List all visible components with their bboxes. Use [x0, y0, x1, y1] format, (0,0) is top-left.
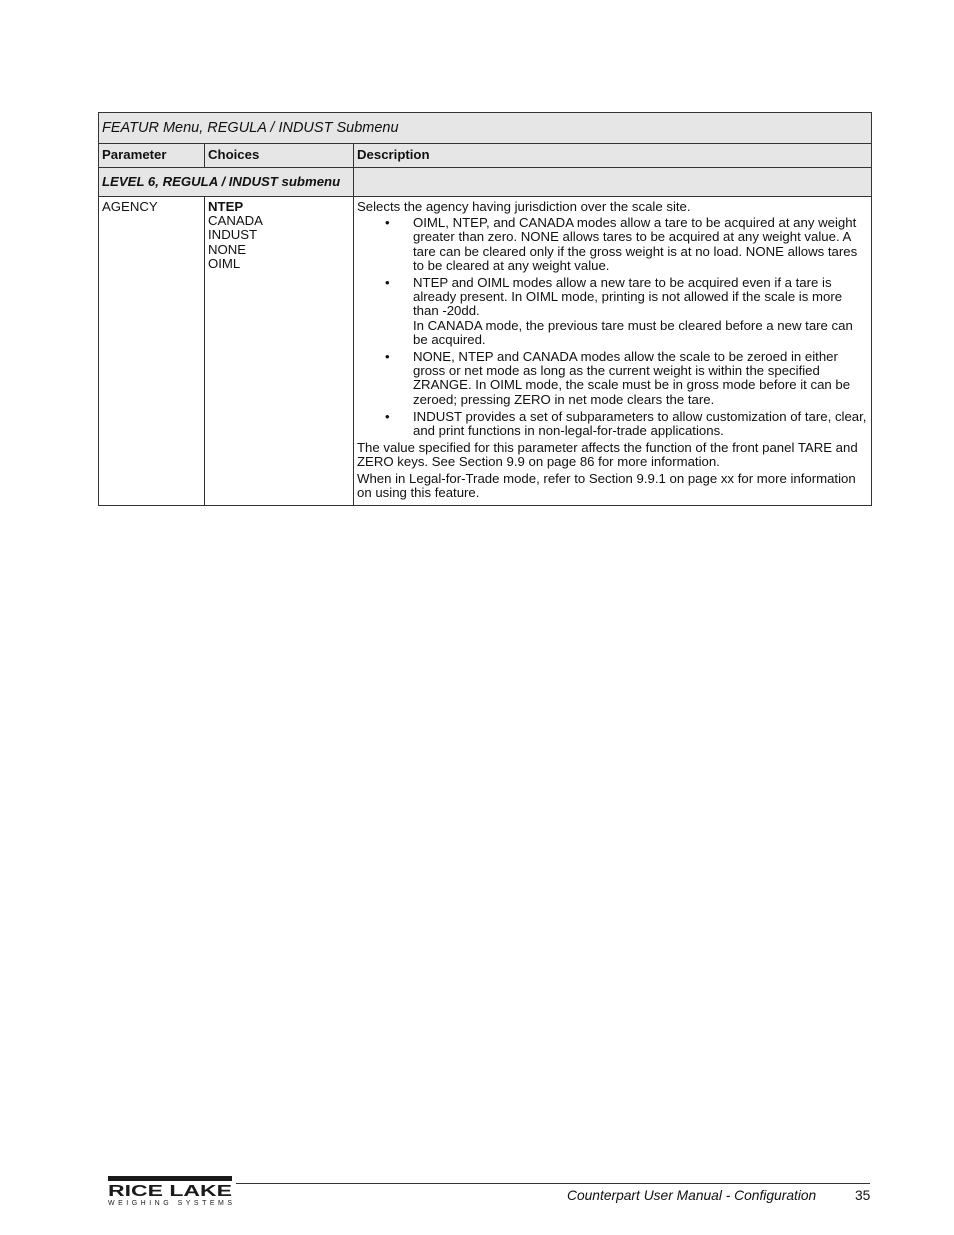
- rice-lake-logo: [108, 1176, 234, 1206]
- level-label: LEVEL 6, REGULA / INDUST submenu: [99, 168, 354, 197]
- logo-tagline: WEIGHING SYSTEMS: [108, 1200, 232, 1206]
- footer-rule: [236, 1183, 870, 1184]
- bullet-dot-icon: •: [385, 349, 390, 365]
- bullet-text: In CANADA mode, the previous tare must be cleared before a new tare can be acquired.: [413, 317, 853, 347]
- choice-item-default: NTEP: [208, 199, 244, 214]
- description-note: The value specified for this parameter affects the function of the front panel TARE and ZERO keys. See Section 9.9 on page 86 for more information.: [357, 440, 858, 470]
- description-intro: Selects the agency having jurisdiction over the scale site.: [357, 199, 691, 214]
- bullet-text: NONE, NTEP and CANADA modes allow the scale to be zeroed in either gross or net mode as long as the current weight is within the specified ZRANGE. In OIML mode, the scale must be in gross mode before it can be zeroed; pressing ZERO in net mode clears the tare.: [413, 349, 851, 407]
- bullet-dot-icon: •: [385, 215, 390, 231]
- header-parameter: Parameter: [99, 144, 205, 168]
- bullet-dot-icon: •: [385, 408, 390, 424]
- choice-item: OIML: [208, 255, 241, 271]
- footer-doc-title: Counterpart User Manual - Configuration: [567, 1188, 817, 1203]
- description-cell: [354, 197, 872, 506]
- config-table: [98, 112, 872, 506]
- table-header-row: [99, 144, 872, 168]
- bullet-item: [385, 215, 868, 273]
- choices-cell: [205, 197, 354, 506]
- table-row: [99, 197, 872, 506]
- header-choices: Choices: [205, 144, 354, 168]
- bullet-item: [385, 349, 868, 407]
- table-title: FEATUR Menu, REGULA / INDUST Submenu: [99, 113, 872, 144]
- level-row: [99, 168, 872, 197]
- bullet-text: NTEP and OIML modes allow a new tare to be acquired even if a tare is already present. In OIML mode, printing is not allowed if the scale is more than -20dd.: [413, 275, 843, 319]
- logo-wordmark: RICE LAKE: [108, 1183, 232, 1200]
- bullet-item: [385, 275, 868, 347]
- choice-item: NONE: [208, 241, 247, 257]
- bullet-item: [385, 408, 868, 439]
- description-bullet-list: [357, 216, 868, 438]
- table-title-row: [99, 113, 872, 144]
- bullet-text: OIML, NTEP, and CANADA modes allow a tare to be acquired at any weight greater than zero. NONE allows tares to be acquired at any weight value. A tare can be cleared only if the gross weight is at no load. NONE allows tares to be cleared at any weight value.: [413, 215, 858, 273]
- choice-item: INDUST: [208, 227, 258, 243]
- header-description: Description: [354, 144, 872, 168]
- description-note: When in Legal-for-Trade mode, refer to Section 9.9.1 on page xx for more information on using this feature.: [357, 470, 856, 500]
- choice-item: CANADA: [208, 213, 263, 229]
- level-empty-cell: [354, 168, 872, 197]
- page-number: 35: [855, 1188, 871, 1203]
- bullet-text: INDUST provides a set of subparameters to allow customization of tare, clear, and print functions in non-legal-for-trade applications.: [413, 408, 867, 439]
- bullet-dot-icon: •: [385, 275, 390, 291]
- logo-bar: [108, 1176, 232, 1181]
- parameter-cell: AGENCY: [99, 197, 205, 506]
